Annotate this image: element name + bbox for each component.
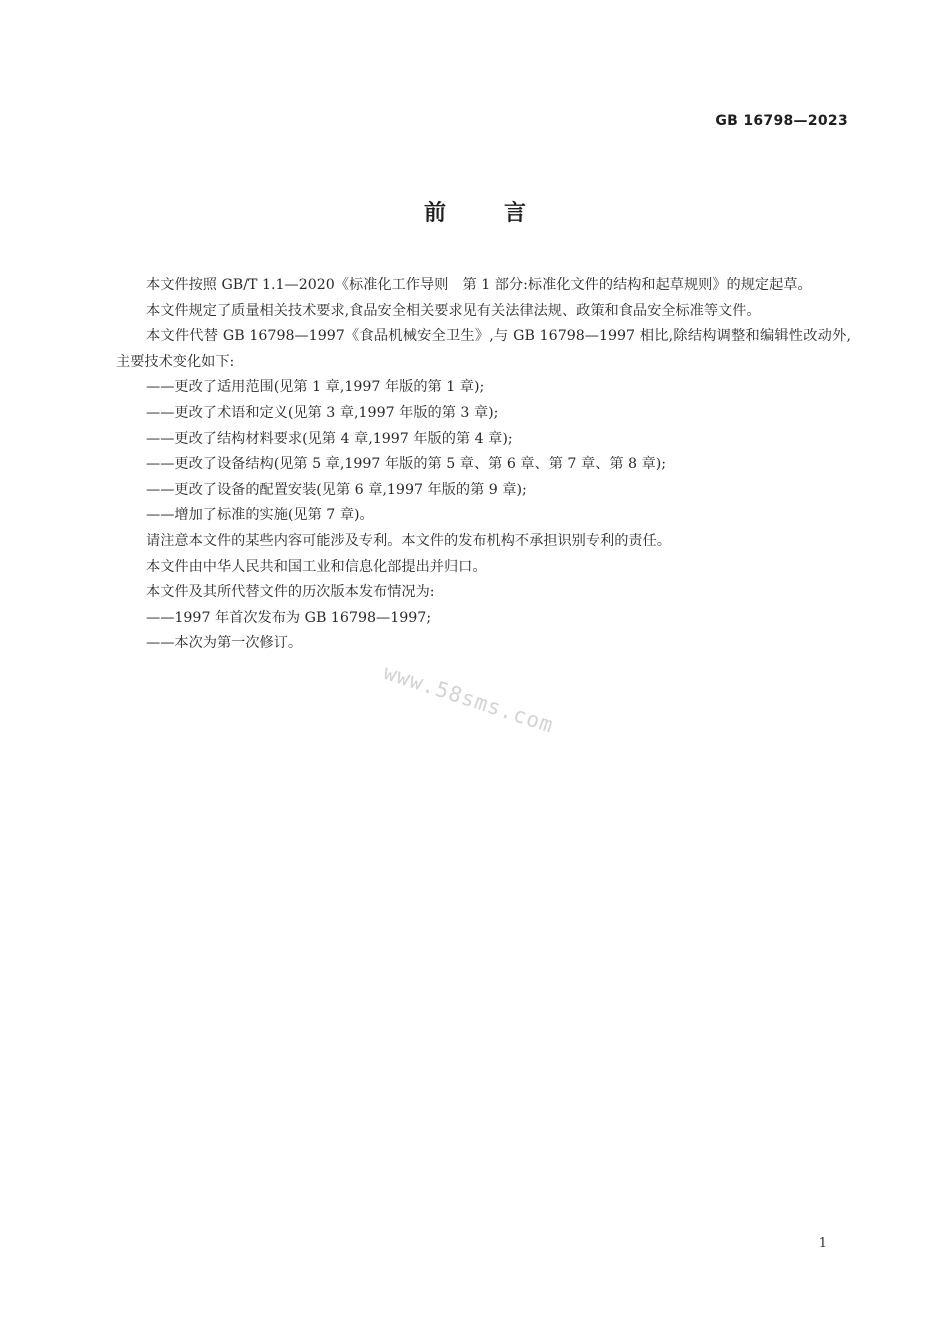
list-item-change: ——更改了术语和定义(见第 3 章,1997 年版的第 3 章); [146,404,499,421]
paragraph-replacement: 本文件代替 GB 16798—1997《食品机械安全卫生》,与 GB 16798—1997 相比,除结构调整和编辑性改动外,主要技术变化如下: [116,328,851,370]
paragraph-patent-notice: 请注意本文件的某些内容可能涉及专利。本文件的发布机构不承担识别专利的责任。 [146,532,671,549]
list-item-history: ——本次为第一次修订。 [146,635,303,652]
list-item-change: ——更改了适用范围(见第 1 章,1997 年版的第 1 章); [146,379,485,396]
list-item-change: ——更改了设备结构(见第 5 章,1997 年版的第 5 章、第 6 章、第 7 章、第 8 章); [146,456,667,473]
page-number: 1 [818,1236,827,1251]
list-item-history: ——1997 年首次发布为 GB 16798—1997; [146,609,432,626]
foreword-body [116,273,851,657]
list-item-change: ——增加了标准的实施(见第 7 章)。 [146,507,374,524]
page-title [0,196,950,227]
paragraph-proposer: 本文件由中华人民共和国工业和信息化部提出并归口。 [146,558,487,575]
list-item-change: ——更改了结构材料要求(见第 4 章,1997 年版的第 4 章); [146,430,513,447]
title-char-2: 言 [504,201,527,226]
paragraph-history-intro: 本文件及其所代替文件的历次版本发布情况为: [146,584,435,601]
paragraph-scope-note: 本文件规定了质量相关技术要求,食品安全相关要求见有关法律法规、政策和食品安全标准等文件。 [146,302,761,319]
list-item-change: ——更改了设备的配置安装(见第 6 章,1997 年版的第 9 章); [146,481,527,498]
paragraph-drafting-rules: 本文件按照 GB/T 1.1—2020《标准化工作导则 第 1 部分:标准化文件的结构和起草规则》的规定起草。 [146,277,812,293]
title-char-1: 前 [423,201,446,226]
standard-number: GB 16798—2023 [715,113,848,129]
watermark-text: www.58sms.com [380,660,557,738]
